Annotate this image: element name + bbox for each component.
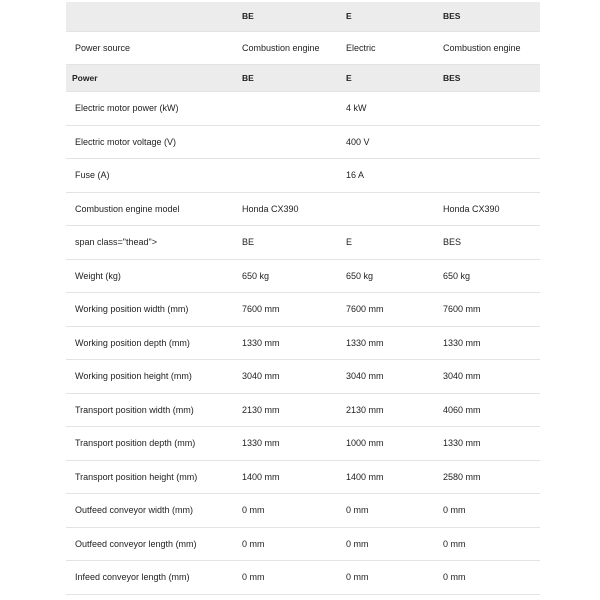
- cell-e: 650 kg: [346, 259, 443, 293]
- section-cell-e: E: [346, 65, 443, 92]
- cell-e: 3040 mm: [346, 360, 443, 394]
- table-row: [66, 561, 540, 595]
- cell-label: Electric motor voltage (V): [66, 125, 233, 159]
- cell-bes: 1330 mm: [443, 326, 540, 360]
- table-row: [66, 326, 540, 360]
- table-row: [66, 360, 540, 394]
- cell-bes: 2580 mm: [443, 460, 540, 494]
- table-row: [66, 527, 540, 561]
- cell-e: E: [346, 226, 443, 260]
- table-row: [66, 293, 540, 327]
- table-row: [66, 494, 540, 528]
- cell-be: 1330 mm: [233, 427, 346, 461]
- table-row: [66, 259, 540, 293]
- cell-bes: [443, 92, 540, 126]
- cell-be: 0 mm: [233, 527, 346, 561]
- cell-e: 4 kW: [346, 92, 443, 126]
- specs-table: [66, 2, 540, 595]
- cell-bes: [443, 125, 540, 159]
- cell-label: Fuse (A): [66, 159, 233, 193]
- section-cell-label: Power: [66, 65, 233, 92]
- cell-be: 7600 mm: [233, 293, 346, 327]
- cell-label: Working position width (mm): [66, 293, 233, 327]
- cell-label: Outfeed conveyor length (mm): [66, 527, 233, 561]
- header-cell-be: BE: [233, 2, 346, 31]
- cell-label: Power source: [66, 31, 233, 65]
- table-row: [66, 125, 540, 159]
- cell-label: Transport position height (mm): [66, 460, 233, 494]
- table-row: [66, 31, 540, 65]
- cell-label: Transport position depth (mm): [66, 427, 233, 461]
- cell-label: Outfeed conveyor width (mm): [66, 494, 233, 528]
- cell-bes: [443, 159, 540, 193]
- cell-bes: 650 kg: [443, 259, 540, 293]
- table-row: [66, 460, 540, 494]
- cell-label: Combustion engine model: [66, 192, 233, 226]
- cell-bes: Combustion engine: [443, 31, 540, 65]
- cell-be: 1400 mm: [233, 460, 346, 494]
- table-body: [66, 31, 540, 594]
- table-row: [66, 226, 540, 260]
- cell-be: [233, 92, 346, 126]
- cell-bes: 0 mm: [443, 527, 540, 561]
- cell-e: 2130 mm: [346, 393, 443, 427]
- cell-bes: 0 mm: [443, 561, 540, 595]
- cell-bes: BES: [443, 226, 540, 260]
- cell-be: BE: [233, 226, 346, 260]
- cell-be: [233, 125, 346, 159]
- cell-e: 7600 mm: [346, 293, 443, 327]
- cell-bes: 3040 mm: [443, 360, 540, 394]
- cell-be: Honda CX390: [233, 192, 346, 226]
- cell-label: span class="thead">: [66, 226, 233, 260]
- cell-be: 0 mm: [233, 494, 346, 528]
- table-row: [66, 159, 540, 193]
- cell-be: 3040 mm: [233, 360, 346, 394]
- cell-label: Working position height (mm): [66, 360, 233, 394]
- cell-label: Transport position width (mm): [66, 393, 233, 427]
- table-row: [66, 192, 540, 226]
- cell-e: 0 mm: [346, 527, 443, 561]
- cell-be: 0 mm: [233, 561, 346, 595]
- section-row: [66, 65, 540, 92]
- cell-e: 400 V: [346, 125, 443, 159]
- header-cell-bes: BES: [443, 2, 540, 31]
- cell-bes: 1330 mm: [443, 427, 540, 461]
- cell-bes: 0 mm: [443, 494, 540, 528]
- cell-be: [233, 159, 346, 193]
- table-header-row: [66, 2, 540, 31]
- cell-e: 1400 mm: [346, 460, 443, 494]
- cell-e: Electric: [346, 31, 443, 65]
- header-cell-label: [66, 2, 233, 31]
- cell-e: 1330 mm: [346, 326, 443, 360]
- cell-e: 16 A: [346, 159, 443, 193]
- cell-e: [346, 192, 443, 226]
- cell-label: Electric motor power (kW): [66, 92, 233, 126]
- cell-bes: Honda CX390: [443, 192, 540, 226]
- table-row: [66, 393, 540, 427]
- cell-be: 1330 mm: [233, 326, 346, 360]
- cell-e: 0 mm: [346, 561, 443, 595]
- header-cell-e: E: [346, 2, 443, 31]
- cell-bes: 7600 mm: [443, 293, 540, 327]
- section-cell-bes: BES: [443, 65, 540, 92]
- cell-be: Combustion engine: [233, 31, 346, 65]
- cell-label: Working position depth (mm): [66, 326, 233, 360]
- table-row: [66, 92, 540, 126]
- section-cell-be: BE: [233, 65, 346, 92]
- cell-be: 2130 mm: [233, 393, 346, 427]
- cell-e: 1000 mm: [346, 427, 443, 461]
- cell-label: Weight (kg): [66, 259, 233, 293]
- cell-e: 0 mm: [346, 494, 443, 528]
- cell-label: Infeed conveyor length (mm): [66, 561, 233, 595]
- table-row: [66, 427, 540, 461]
- cell-be: 650 kg: [233, 259, 346, 293]
- cell-bes: 4060 mm: [443, 393, 540, 427]
